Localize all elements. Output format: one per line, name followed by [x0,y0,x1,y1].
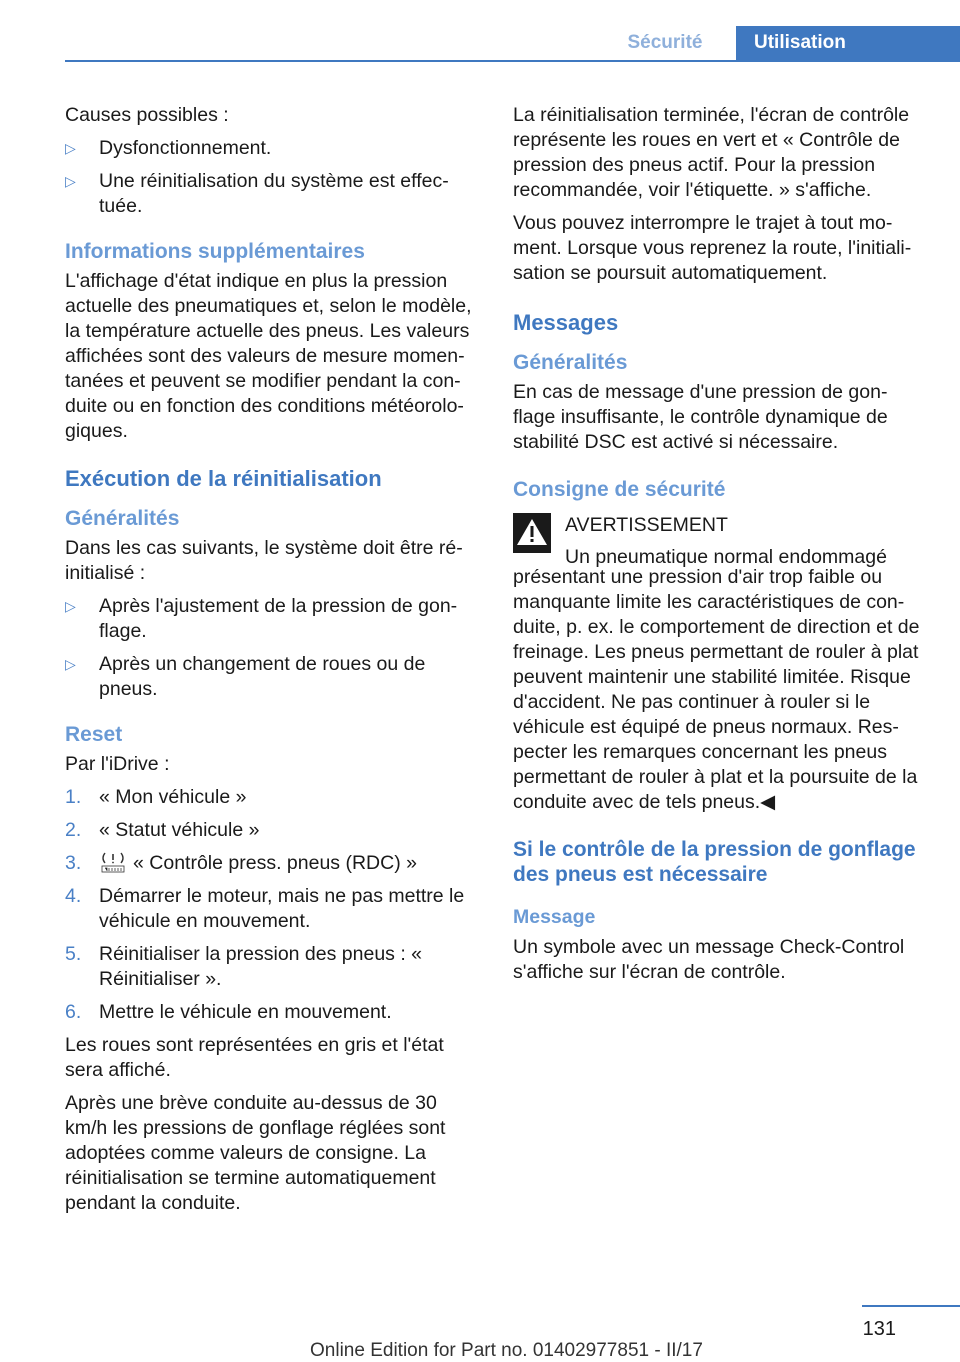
right-column [513,103,925,993]
triangle-bullet-icon: ▷ [65,656,76,672]
interrupt-text: Vous pouvez interrompre le trajet à tout mo‐ment. Lorsque vous reprenez la route, l'initiali‐sation se poursuit automatiquement. [513,212,912,284]
warning-text: présentant une pression d'air trop faible ou manquante limite les caractéristiques de con‐duite, p. ex. le comportement de direction et de freinage. Les pneus permettant de rouler à plat peuvent maintenir une stabilité limitée. Risque d'accident. Ne pas continuer à rouler si le véhicule est équipé de pneus normaux. Res‐pecter les remarques concernant les pneus permettant de rouler à plat et la poursuite de la conduite avec de tels pneus.◀ [513,566,920,813]
message-text: Un symbole avec un message Check-Control s'affiche sur l'écran de contrôle. [513,936,905,983]
after-text-1: Les roues sont représentées en gris et l'état sera affiché. [65,1034,444,1081]
info-text: L'affichage d'état indique en plus la pression actuelle des pneumatiques et, selon le modèle, la température actuelle des pneus. Les valeurs affichées sont des valeurs de mesure momen‐tanées et peuvent se modifier pendant la con‐duite ou en fonction des conditions météorolo‐giques. [65,270,472,442]
exec-heading: Exécution de la réinitialisation [65,466,382,491]
after-text-2: Après une brève conduite au-dessus de 30 km/h les pressions de gonflage réglées sont adoptées comme valeurs de consigne. La réinitialisation se termine automatiquement pendant la conduite. [65,1092,446,1214]
warning-block [513,513,925,570]
needed-heading: Si le contrôle de la pression de gonflage des pneus est nécessaire [513,838,916,886]
tab-chapter: Utilisation [736,26,960,62]
general-text: Dans les cas suivants, le système doit être ré‐initialisé : [65,537,463,584]
messages-heading: Messages [513,310,619,335]
list-item: 5. Réinitialiser la pression des pneus : « Réinitialiser ». [65,943,423,990]
page-header [0,0,960,64]
general-heading-right: Généralités [513,351,628,374]
list-item: ▷ Après l'ajustement de la pression de gon‐flage. [65,595,458,642]
warning-first-line: Un pneumatique normal endommagé [565,546,887,568]
reset-done-text: La réinitialisation terminée, l'écran de contrôle représente les roues en vert et « Contrôle de pression des pneus actif. Pour la pression recommandée, voir l'étiquette. » s'affiche. [513,104,910,201]
list-item: ▷ Une réinitialisation du système est effec‐tuée. [65,170,449,217]
warning-triangle-icon [513,513,551,553]
triangle-bullet-icon: ▷ [65,173,76,189]
left-column [65,103,477,1224]
list-item: 4. Démarrer le moteur, mais ne pas mettre le véhicule en mouvement. [65,885,465,932]
general-heading: Généralités [65,507,180,530]
warning-title: AVERTISSEMENT [565,514,728,536]
header-rule [65,60,960,62]
page-number: 131 [862,1318,896,1340]
causes-list [65,136,477,219]
list-item: 3. « Contrôle press. pneus (RDC) » [65,852,417,874]
safety-heading: Consigne de sécurité [513,478,726,501]
tire-reset-icon [99,851,127,873]
edition-note: Online Edition for Part no. 01402977851 - II/17 [310,1340,703,1361]
info-heading: Informations supplémentaires [65,240,365,263]
list-item: ▷ Dysfonctionnement. [65,137,272,159]
causes-label: Causes possibles : [65,104,229,126]
list-item: 1. « Mon véhicule » [65,786,247,808]
reset-steps [65,785,477,1025]
reset-intro: Par l'iDrive : [65,753,170,775]
message-heading: Message [513,906,596,928]
list-item: 2. « Statut véhicule » [65,819,260,841]
triangle-bullet-icon: ▷ [65,140,76,156]
cases-list [65,594,477,702]
list-item: ▷ Après un changement de roues ou de pneus. [65,653,426,700]
reset-heading: Reset [65,723,123,746]
triangle-bullet-icon: ▷ [65,598,76,614]
tab-section: Sécurité [627,32,703,53]
general-text-right: En cas de message d'une pression de gon‐flage insuffisante, le contrôle dynamique de stabilité DSC est activé si nécessaire. [513,381,888,453]
list-item: 6. Mettre le véhicule en mouvement. [65,1001,392,1023]
footer-rule [862,1305,960,1307]
